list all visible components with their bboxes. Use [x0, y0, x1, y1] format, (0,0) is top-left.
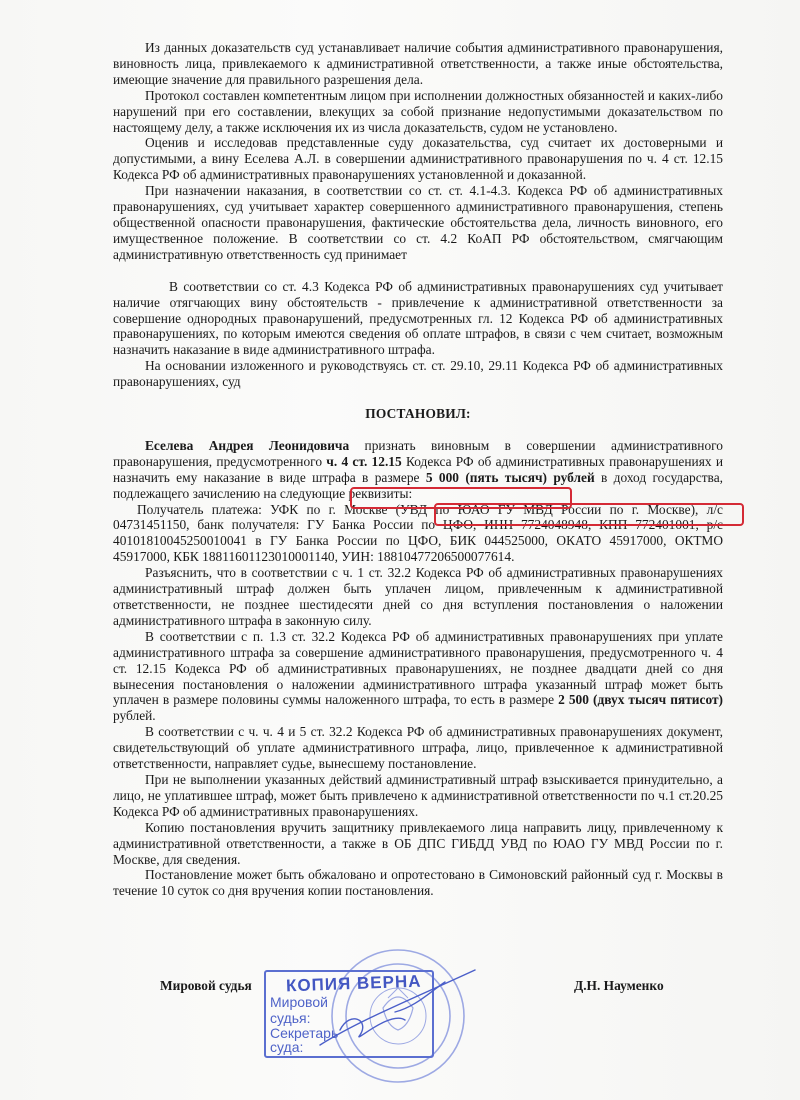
- fine-amount: 5 000 (пять тысяч) рублей: [425, 469, 595, 485]
- paragraph-enforcement: При не выполнении указанных действий административный штраф взыскивается принудительно, а лицо, не уплатившее штраф, может быть привлечено к административной ответственности по ч.1 ст.20.25 Кодекса РФ об административных правонарушениях.: [113, 771, 723, 819]
- paragraph-copy-delivery: Копию постановления вручить защитнику привлекаемого лица направить лицу, привлеченному к административной ответственности, а также в ОБ ДПС ГИБДД УВД по ЮАО ГУ МВД России по г. Москве, для сведения.: [113, 819, 723, 867]
- stamp-line-judge: Мировой: [270, 994, 328, 1010]
- discount-amount: 2 500 (двух тысяч пятисот): [558, 692, 724, 708]
- paragraph-discount: В соответствии с п. 1.3 ст. 32.2 Кодекса РФ об административных правонарушениях при уплате административного штрафа за совершение административного правонарушения, предусмотренного ч. 4 ст. 12.15 Кодекса РФ об административных правонарушениях, не позднее двадцати дней со дня вынесения постановления о наложении административного штрафа указанный штраф может быть уплачен в размере половины суммы наложенного штрафа, то есть в размере 2 500 (двух тысяч пятисот) рублей.: [113, 628, 724, 724]
- paragraph-ruling: Еселева Андрея Леонидовича признать виновным в совершении административного правонарушения, предусмотренного ч. 4 ст. 12.15 Кодекса РФ об административных правонарушениях и назначить ему наказание в виде штрафа в размере 5 000 (пять тысяч) рублей в доход государства, подлежащего зачислению на следующие реквизиты:: [113, 437, 724, 501]
- paragraph-sentencing: При назначении наказания, в соответствии со ст. ст. 4.1-4.3. Кодекса РФ об административных правонарушениях, суд учитывает характер совершенного административного правонарушения, степень общественной опасности правонарушения, фактические обстоятельства дела, личность виновного, его имущественное положение. В соответствии со ст. 4.2 КоАП РФ обстоятельством, смягчающим административную ответственность суд принимает: [113, 183, 723, 262]
- handwritten-signature: [300, 950, 490, 1060]
- judge-name: Д.Н. Науменко: [574, 978, 664, 993]
- blank-line: [113, 263, 723, 279]
- paragraph-aggravating: В соответствии со ст. 4.3 Кодекса РФ об административных правонарушениях суд учитывает наличие отягчающих вину обстоятельств - привлечение к административной ответственности за совершение однородных правонарушений, предусмотренных гл. 12 Кодекса РФ об административных правонарушениях, по которым имеются сведения об оплате штрафов, в связи с чем считает, возможным назначить наказание в виде административного штрафа.: [113, 278, 723, 358]
- paragraph-protocol: Протокол составлен компетентным лицом при исполнении должностных обязанностей и каких-либо нарушений при его составлении, влекущих за собой признание недопустимыми доказательством по настоящему делу, а также исключения их из числа доказательств, судом не установлено.: [113, 87, 723, 135]
- judge-title: Мировой судья: [160, 978, 252, 993]
- paragraph-payment-proof: В соответствии с ч. ч. 4 и 5 ст. 32.2 Кодекса РФ об административных правонарушениях документ, свидетельствующий об уплате административного штрафа, лицо, привлеченное к административной ответственности, направляет судье, вынесшему постановление.: [113, 724, 723, 772]
- document-body: [113, 40, 723, 899]
- stamp-line-secretary: Секретарь: [270, 1025, 339, 1041]
- stamp-line-court: суда:: [270, 1039, 304, 1055]
- fine-highlight: штрафа в размере 5 000 (пять тысяч) рублей: [312, 469, 595, 485]
- paragraph-appeal: Постановление может быть обжаловано и опротестовано в Симоновский районный суд г. Москвы в течение 10 суток со дня вручения копии постановления.: [113, 867, 723, 899]
- ruling-heading: ПОСТАНОВИЛ:: [365, 406, 471, 422]
- paragraph-payment-deadline: Разъяснить, что в соответствии с ч. 1 ст. 32.2 Кодекса РФ об административных правонарушениях административный штраф должен быть уплачен лицом, привлеченным к административной ответственности, не позднее шестидесяти дней со дня вступления постановления о наложении административного штрафа в законную силу.: [113, 565, 723, 628]
- article-highlight: ч. 4 ст. 12.15 Кодекса РФ: [326, 453, 474, 469]
- paragraph-evidence: Из данных доказательств суд устанавливает наличие события административного правонарушения, виновность лица, привлекаемого к административной ответственности, а также иные обстоятельства, имеющие значение для правильного разрешения дела.: [113, 40, 723, 87]
- defendant-name: Еселева Андрея Леонидовича: [145, 437, 350, 453]
- paragraph-grounds: На основании изложенного и руководствуясь ст. ст. 29.10, 29.11 Кодекса РФ об административных правонарушениях, суд: [113, 358, 723, 390]
- stamp-line-judge-label: судья:: [270, 1010, 311, 1026]
- stamp-title: КОПИЯ ВЕРНА: [285, 971, 422, 996]
- payment-requisites: Получатель платежа: УФК по г. Москве (УВД по ЮАО ГУ МВД России по г. Москве), л/с 04731451150, банк получателя: ГУ Банка России по ЦФО, ИНН 7724048948, КПП 772401001, р/с 40101810045250010041 в ГУ Банка России по ЦФО, БИК 044525000, ОКАТО 45917000, ОКТМО 45917000, КБК 18811601123010001140, УИН: 18810477206500077614.: [113, 501, 723, 565]
- paragraph-assessment: Оценив и исследовав представленные суду доказательства, суд считает их достоверными и допустимыми, а вину Еселева А.Л. в совершении административного правонарушения по ч. 4 ст. 12.15 Кодекса РФ об административных правонарушениях установленной и доказанной.: [113, 135, 723, 183]
